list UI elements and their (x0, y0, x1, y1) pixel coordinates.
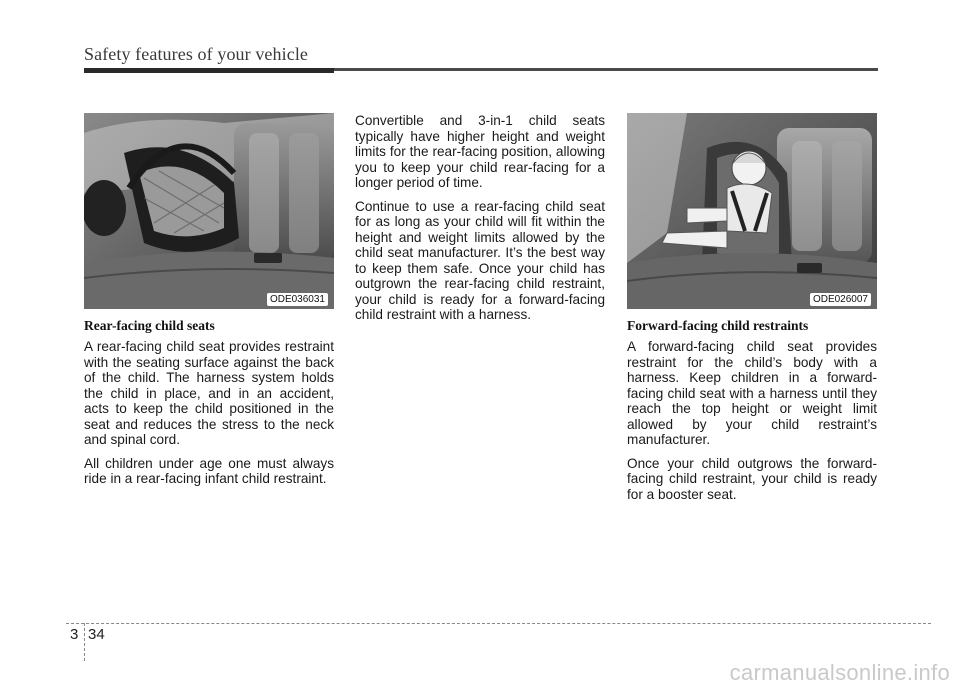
page-header-title: Safety features of your vehicle (84, 44, 309, 64)
footer-divider (84, 623, 85, 661)
page-number: 34 (88, 626, 105, 643)
rear-facing-seat-photo (84, 113, 334, 309)
header-rule (84, 68, 878, 73)
section-heading: Forward-facing child restraints (627, 318, 809, 333)
image-code: ODE036031 (267, 293, 328, 306)
right-column-text (627, 318, 877, 510)
paragraph: Convertible and 3-in-1 child seats typically have higher height and weight limits for the rear-facing position, allowing you to keep your child rear-facing for a longer period of time. (355, 113, 605, 190)
paragraph: Continue to use a rear-facing child seat for as long as your child will fit within the height and weight limits allowed by the child seat manufacturer. It’s the best way to keep them safe. Once your child has outgrown the rear-facing child restraint, your child is ready for a forward-facing child restraint with a harness. (355, 198, 605, 322)
watermark: carmanualsonline.info (729, 660, 950, 685)
forward-facing-seat-photo (627, 113, 877, 309)
paragraph: All children under age one must always ride in a rear-facing infant child restraint. (84, 455, 334, 486)
paragraph: Once your child outgrows the forward-facing child restraint, your child is ready for a booster seat. (627, 455, 877, 502)
paragraph: A forward-facing child seat provides restraint for the child’s body with a harness. Keep children in a forward-facing child seat with a harness until they reach the top height or weight limit allowed by your child restraint’s manufacturer. (627, 339, 877, 447)
chapter-number: 3 (70, 626, 79, 643)
image-code: ODE026007 (810, 293, 871, 306)
footer-rule (66, 623, 931, 624)
middle-column-text (355, 113, 605, 331)
forward-facing-seat-illustration (627, 113, 877, 309)
rear-facing-seat-illustration (84, 113, 334, 309)
section-heading: Rear-facing child seats (84, 318, 215, 333)
paragraph: A rear-facing child seat provides restraint with the seating surface against the back of the child. The harness system holds the child in place, and in an accident, acts to keep the child positioned in the seat and reduces the stress to the neck and spinal cord. (84, 339, 334, 447)
left-column-text (84, 318, 334, 495)
